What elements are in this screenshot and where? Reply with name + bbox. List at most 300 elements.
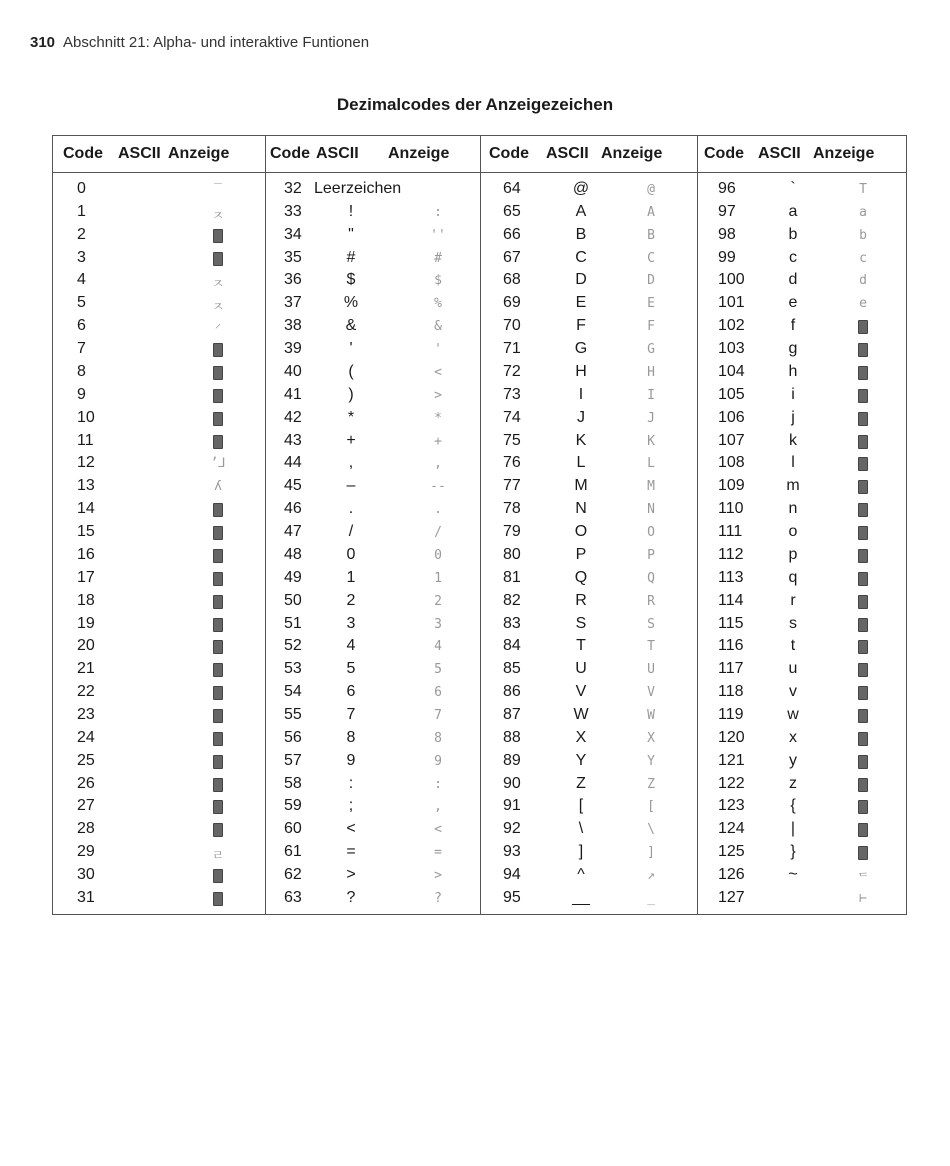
ascii-value: r: [790, 591, 796, 609]
code-value: 22: [77, 683, 95, 701]
table-row: [481, 178, 697, 201]
display-glyph: J: [647, 410, 655, 426]
display-glyph-undefined: [848, 319, 878, 338]
code-value: 30: [77, 866, 95, 884]
code-value: 34: [284, 225, 302, 243]
table-row: [481, 201, 697, 224]
code-value: 80: [503, 545, 521, 563]
segment-block-icon: [213, 229, 223, 243]
segment-block-icon: [858, 435, 868, 449]
code-value: 26: [77, 774, 95, 792]
segment-block-icon: [858, 320, 868, 334]
table-row: [266, 475, 480, 498]
ascii-value: 7: [346, 706, 356, 723]
display-glyph: a: [859, 204, 867, 220]
code-value: 88: [503, 728, 521, 746]
display-glyph: ⸍: [214, 322, 222, 338]
segment-block-icon: [858, 595, 868, 609]
display-glyph-undefined: [203, 502, 233, 521]
ascii-value: g: [788, 340, 798, 358]
code-value: 99: [718, 248, 736, 266]
ascii-value: –: [346, 477, 356, 495]
display-glyph: O: [647, 525, 655, 541]
code-value: 90: [503, 774, 521, 792]
code-value: 38: [284, 317, 302, 335]
display-glyph: B: [647, 227, 655, 243]
display-glyph: b: [859, 227, 867, 243]
display-glyph-undefined: [848, 777, 878, 796]
code-value: 35: [284, 248, 302, 266]
table-row: [698, 590, 906, 613]
code-value: 61: [284, 843, 302, 861]
ascii-value: a: [788, 202, 798, 220]
code-value: 75: [503, 431, 521, 449]
table-row: [266, 704, 480, 727]
code-value: 68: [503, 271, 521, 289]
code-value: 59: [284, 797, 302, 815]
code-value: 39: [284, 340, 302, 358]
ascii-value: e: [788, 294, 798, 312]
table-row: [266, 498, 480, 521]
code-value: 45: [284, 477, 302, 495]
display-glyph-undefined: [848, 822, 878, 841]
code-value: 70: [503, 317, 521, 335]
table-row: [698, 498, 906, 521]
display-glyph: #: [434, 250, 442, 266]
display-glyph: Z: [647, 776, 655, 792]
code-value: 28: [77, 820, 95, 838]
ascii-value: Q: [574, 568, 588, 586]
ascii-value: ,: [348, 454, 354, 472]
table-row: [53, 590, 265, 613]
table-row: [266, 361, 480, 384]
ascii-value: >: [346, 866, 356, 884]
segment-block-icon: [213, 800, 223, 814]
ascii-value: K: [575, 431, 587, 449]
display-glyph-undefined: [203, 548, 233, 567]
table-row: [698, 841, 906, 864]
ascii-value: ): [348, 385, 354, 403]
ascii-value: 3: [346, 614, 356, 632]
code-value: 76: [503, 454, 521, 472]
code-value: 16: [77, 545, 95, 563]
table-row: [481, 292, 697, 315]
table-row: [53, 521, 265, 544]
table-row: [698, 407, 906, 430]
code-value: 119: [718, 706, 744, 723]
code-value: 65: [503, 202, 521, 220]
page-number: 310: [30, 34, 56, 51]
table-row: [481, 407, 697, 430]
display-glyph: e: [859, 296, 867, 312]
segment-block-icon: [858, 686, 868, 700]
display-glyph: F: [647, 319, 655, 335]
code-value: 103: [718, 340, 745, 358]
display-glyph-undefined: [203, 594, 233, 613]
table-row: [481, 841, 697, 864]
table-row: [481, 544, 697, 567]
code-value: 17: [77, 568, 95, 586]
code-value: 13: [77, 477, 95, 495]
table-row: [53, 773, 265, 796]
code-value: 72: [503, 362, 521, 380]
code-value: 77: [503, 477, 521, 495]
ascii-value: <: [346, 820, 356, 838]
ascii-value: M: [574, 477, 588, 495]
display-glyph: :: [434, 204, 442, 220]
code-value: 23: [77, 706, 95, 723]
code-value: 111: [718, 523, 743, 541]
display-glyph-undefined: [203, 639, 233, 658]
ascii-value: P: [575, 545, 587, 563]
ascii-value: I: [578, 385, 584, 403]
display-glyph-undefined: [203, 228, 233, 247]
ascii-value: *: [347, 408, 355, 426]
segment-block-icon: [858, 503, 868, 517]
code-value: 20: [77, 637, 95, 655]
header-code: Code: [704, 145, 744, 162]
code-value: 11: [77, 431, 94, 449]
ascii-value: t: [790, 637, 796, 655]
code-value: 113: [718, 568, 744, 586]
display-glyph: 8: [434, 730, 442, 746]
table-row: [53, 361, 265, 384]
ascii-value: Z: [576, 774, 586, 792]
code-value: 41: [284, 385, 302, 403]
display-glyph: .: [434, 502, 442, 518]
table-row: [698, 635, 906, 658]
segment-block-icon: [213, 618, 223, 632]
segment-block-icon: [858, 663, 868, 677]
code-value: 60: [284, 820, 302, 838]
display-glyph: d: [859, 273, 867, 289]
table-row: [481, 384, 697, 407]
table-row: [53, 635, 265, 658]
code-value: 105: [718, 385, 745, 403]
display-glyph: L: [647, 456, 655, 472]
table-row: [266, 315, 480, 338]
segment-block-icon: [858, 412, 868, 426]
table-row: [698, 658, 906, 681]
display-glyph-undefined: [203, 525, 233, 544]
display-glyph-undefined: [203, 617, 233, 636]
code-value: 19: [77, 614, 95, 632]
ascii-value: ;: [348, 797, 354, 815]
code-value: 104: [718, 362, 745, 380]
table-row: [481, 269, 697, 292]
display-glyph-undefined: [203, 342, 233, 361]
ascii-value: x: [789, 728, 797, 746]
segment-block-icon: [858, 526, 868, 540]
ascii-value: !: [348, 202, 354, 220]
header-display: Anzeige: [388, 145, 450, 162]
table-row: [53, 727, 265, 750]
code-value: 100: [718, 271, 745, 289]
table-row: [698, 269, 906, 292]
ascii-value: v: [789, 683, 797, 701]
segment-block-icon: [213, 366, 223, 380]
code-value: 58: [284, 774, 302, 792]
code-value: 64: [503, 180, 521, 197]
display-glyph: 1: [434, 570, 442, 586]
display-glyph: +: [434, 433, 442, 449]
display-glyph: Y: [647, 753, 655, 769]
display-glyph: X: [647, 730, 655, 746]
table-row: [266, 864, 480, 887]
table-row: [698, 567, 906, 590]
column-group: [698, 136, 906, 914]
table-title: Dezimalcodes der Anzeigezeichen: [336, 95, 614, 114]
display-glyph: ʼ⅃: [210, 456, 226, 472]
table-row: [481, 887, 697, 910]
segment-block-icon: [858, 343, 868, 357]
table-row: [481, 750, 697, 773]
ascii-value: {: [790, 797, 796, 815]
display-glyph: 3: [434, 616, 442, 632]
column-group: [266, 136, 481, 914]
ascii-value: 9: [346, 751, 356, 769]
table-row: [698, 887, 906, 910]
table-row: [53, 818, 265, 841]
ascii-value: ~: [788, 866, 798, 884]
code-value: 29: [77, 843, 95, 861]
ascii-value: W: [573, 706, 589, 723]
display-glyph: $: [434, 273, 442, 289]
column-header-row: [266, 136, 480, 173]
code-value: 86: [503, 683, 521, 701]
display-glyph-undefined: [848, 845, 878, 864]
code-value: 124: [718, 820, 745, 838]
code-value: 83: [503, 614, 521, 632]
table-row: [53, 338, 265, 361]
display-glyph-undefined: [848, 685, 878, 704]
ascii-value: __: [572, 888, 590, 906]
segment-block-icon: [213, 343, 223, 357]
ascii-value: m: [786, 477, 800, 495]
segment-block-icon: [858, 549, 868, 563]
display-glyph: 4: [434, 639, 442, 655]
code-value: 84: [503, 637, 521, 655]
code-value: 73: [503, 385, 521, 403]
ascii-value: i: [791, 385, 795, 403]
code-value: 121: [718, 751, 745, 769]
table-row: [266, 407, 480, 430]
table-row: [481, 704, 697, 727]
segment-block-icon: [213, 686, 223, 700]
display-glyph: G: [647, 342, 655, 358]
running-header: [30, 34, 369, 51]
code-value: 7: [77, 340, 86, 358]
ascii-value: S: [575, 614, 587, 632]
code-value: 126: [718, 866, 745, 884]
code-value: 33: [284, 202, 302, 220]
display-glyph: ?: [434, 890, 442, 906]
table-row: [481, 613, 697, 636]
header-code: Code: [489, 145, 529, 162]
code-value: 101: [718, 294, 745, 312]
code-value: 9: [77, 385, 86, 403]
ascii-value: 5: [346, 660, 356, 678]
code-value: 96: [718, 180, 736, 197]
display-glyph: 0: [434, 547, 442, 563]
segment-block-icon: [213, 595, 223, 609]
display-glyph-undefined: [203, 685, 233, 704]
ascii-value: ^: [577, 866, 585, 884]
ascii-value: 2: [346, 591, 356, 609]
table-row: [266, 452, 480, 475]
table-row: [53, 795, 265, 818]
ascii-value: R: [575, 591, 587, 609]
display-glyph: @: [647, 182, 655, 197]
display-glyph: ↗: [647, 868, 655, 884]
table-row: [481, 498, 697, 521]
ascii-value: f: [790, 317, 796, 335]
table-row: [266, 635, 480, 658]
code-value: 27: [77, 797, 95, 815]
display-glyph-undefined: [848, 434, 878, 453]
table-row: [266, 590, 480, 613]
table-row: [266, 773, 480, 796]
display-glyph-undefined: [848, 799, 878, 818]
ascii-value: #: [346, 248, 356, 266]
code-value: 50: [284, 591, 302, 609]
segment-block-icon: [858, 389, 868, 403]
table-row: [698, 544, 906, 567]
ascii-value: d: [788, 271, 798, 289]
header-ascii: ASCII: [758, 145, 801, 162]
code-value: 120: [718, 728, 745, 746]
ascii-value: 0: [346, 545, 356, 563]
table-row: [266, 795, 480, 818]
display-glyph: [: [647, 799, 655, 815]
display-glyph: ㅈ: [211, 300, 225, 316]
code-value: 114: [718, 591, 744, 609]
display-glyph-undefined: [203, 365, 233, 384]
code-value: 49: [284, 568, 302, 586]
table-row: [266, 727, 480, 750]
ascii-value: l: [791, 454, 795, 472]
table-row: [698, 361, 906, 384]
code-value: 92: [503, 820, 521, 838]
code-value: 62: [284, 866, 302, 884]
code-value: 6: [77, 317, 86, 335]
table-row: [481, 795, 697, 818]
code-value: 107: [718, 431, 745, 449]
table-row: [53, 544, 265, 567]
segment-block-icon: [213, 435, 223, 449]
code-value: 53: [284, 660, 302, 678]
ascii-value: .: [348, 500, 354, 518]
ascii-value: Leerzeichen: [314, 180, 402, 197]
display-glyph: D: [647, 273, 655, 289]
ascii-value: B: [575, 225, 587, 243]
code-value: 127: [718, 888, 745, 906]
ascii-value: @: [572, 180, 590, 197]
table-row: [481, 247, 697, 270]
ascii-value: k: [789, 431, 797, 449]
ascii-value: ]: [578, 843, 584, 861]
segment-block-icon: [213, 389, 223, 403]
segment-block-icon: [858, 823, 868, 837]
code-value: 24: [77, 728, 95, 746]
code-value: 21: [77, 660, 95, 678]
display-glyph: P: [647, 547, 655, 563]
display-glyph: V: [647, 685, 655, 701]
header-display: Anzeige: [813, 145, 875, 162]
display-glyph-undefined: [203, 777, 233, 796]
display-glyph-undefined: [203, 731, 233, 750]
table-row: [481, 315, 697, 338]
display-glyph: T: [647, 639, 655, 655]
code-value: 1: [77, 202, 86, 220]
table-row: [266, 224, 480, 247]
display-glyph-undefined: [203, 662, 233, 681]
display-glyph-undefined: [203, 822, 233, 841]
display-glyph: &: [434, 319, 442, 335]
table-row: [53, 841, 265, 864]
table-row: [266, 658, 480, 681]
table-row: [698, 384, 906, 407]
code-value: 67: [503, 248, 521, 266]
code-value: 109: [718, 477, 745, 495]
display-glyph-undefined: [203, 868, 233, 887]
segment-block-icon: [213, 892, 223, 906]
table-row: [481, 590, 697, 613]
table-row: [266, 338, 480, 361]
display-glyph: =: [434, 845, 442, 861]
code-value: 51: [284, 614, 302, 632]
ascii-value: %: [343, 294, 359, 312]
ascii-value: +: [346, 431, 356, 449]
code-value: 82: [503, 591, 521, 609]
table-row: [698, 795, 906, 818]
column-header-row: [53, 136, 265, 173]
header-ascii: ASCII: [118, 145, 161, 162]
table-row: [266, 430, 480, 453]
display-glyph: c: [859, 250, 867, 266]
display-glyph: 5: [434, 662, 442, 678]
display-glyph: ⊢: [859, 890, 867, 906]
display-glyph-undefined: [203, 251, 233, 270]
display-glyph: N: [647, 502, 655, 518]
code-value: 98: [718, 225, 736, 243]
table-row: [53, 452, 265, 475]
display-glyph-undefined: [203, 411, 233, 430]
code-value: 42: [284, 408, 302, 426]
segment-block-icon: [858, 640, 868, 654]
table-row: [266, 567, 480, 590]
table-row: [698, 201, 906, 224]
ascii-value: (: [348, 362, 354, 380]
ascii-value: ': [349, 340, 353, 358]
column-header-row: [698, 136, 906, 173]
display-glyph: Q: [647, 570, 655, 586]
header-ascii: ASCII: [316, 145, 359, 162]
table-row: [266, 521, 480, 544]
segment-block-icon: [858, 846, 868, 860]
table-row: [698, 864, 906, 887]
code-value: 125: [718, 843, 745, 861]
ascii-value: p: [788, 545, 798, 563]
table-row: [698, 750, 906, 773]
segment-block-icon: [213, 252, 223, 266]
table-row: [53, 247, 265, 270]
table-row: [698, 613, 906, 636]
table-row: [53, 384, 265, 407]
display-glyph: 6: [434, 685, 442, 701]
code-value: 118: [718, 683, 744, 701]
segment-block-icon: [213, 549, 223, 563]
